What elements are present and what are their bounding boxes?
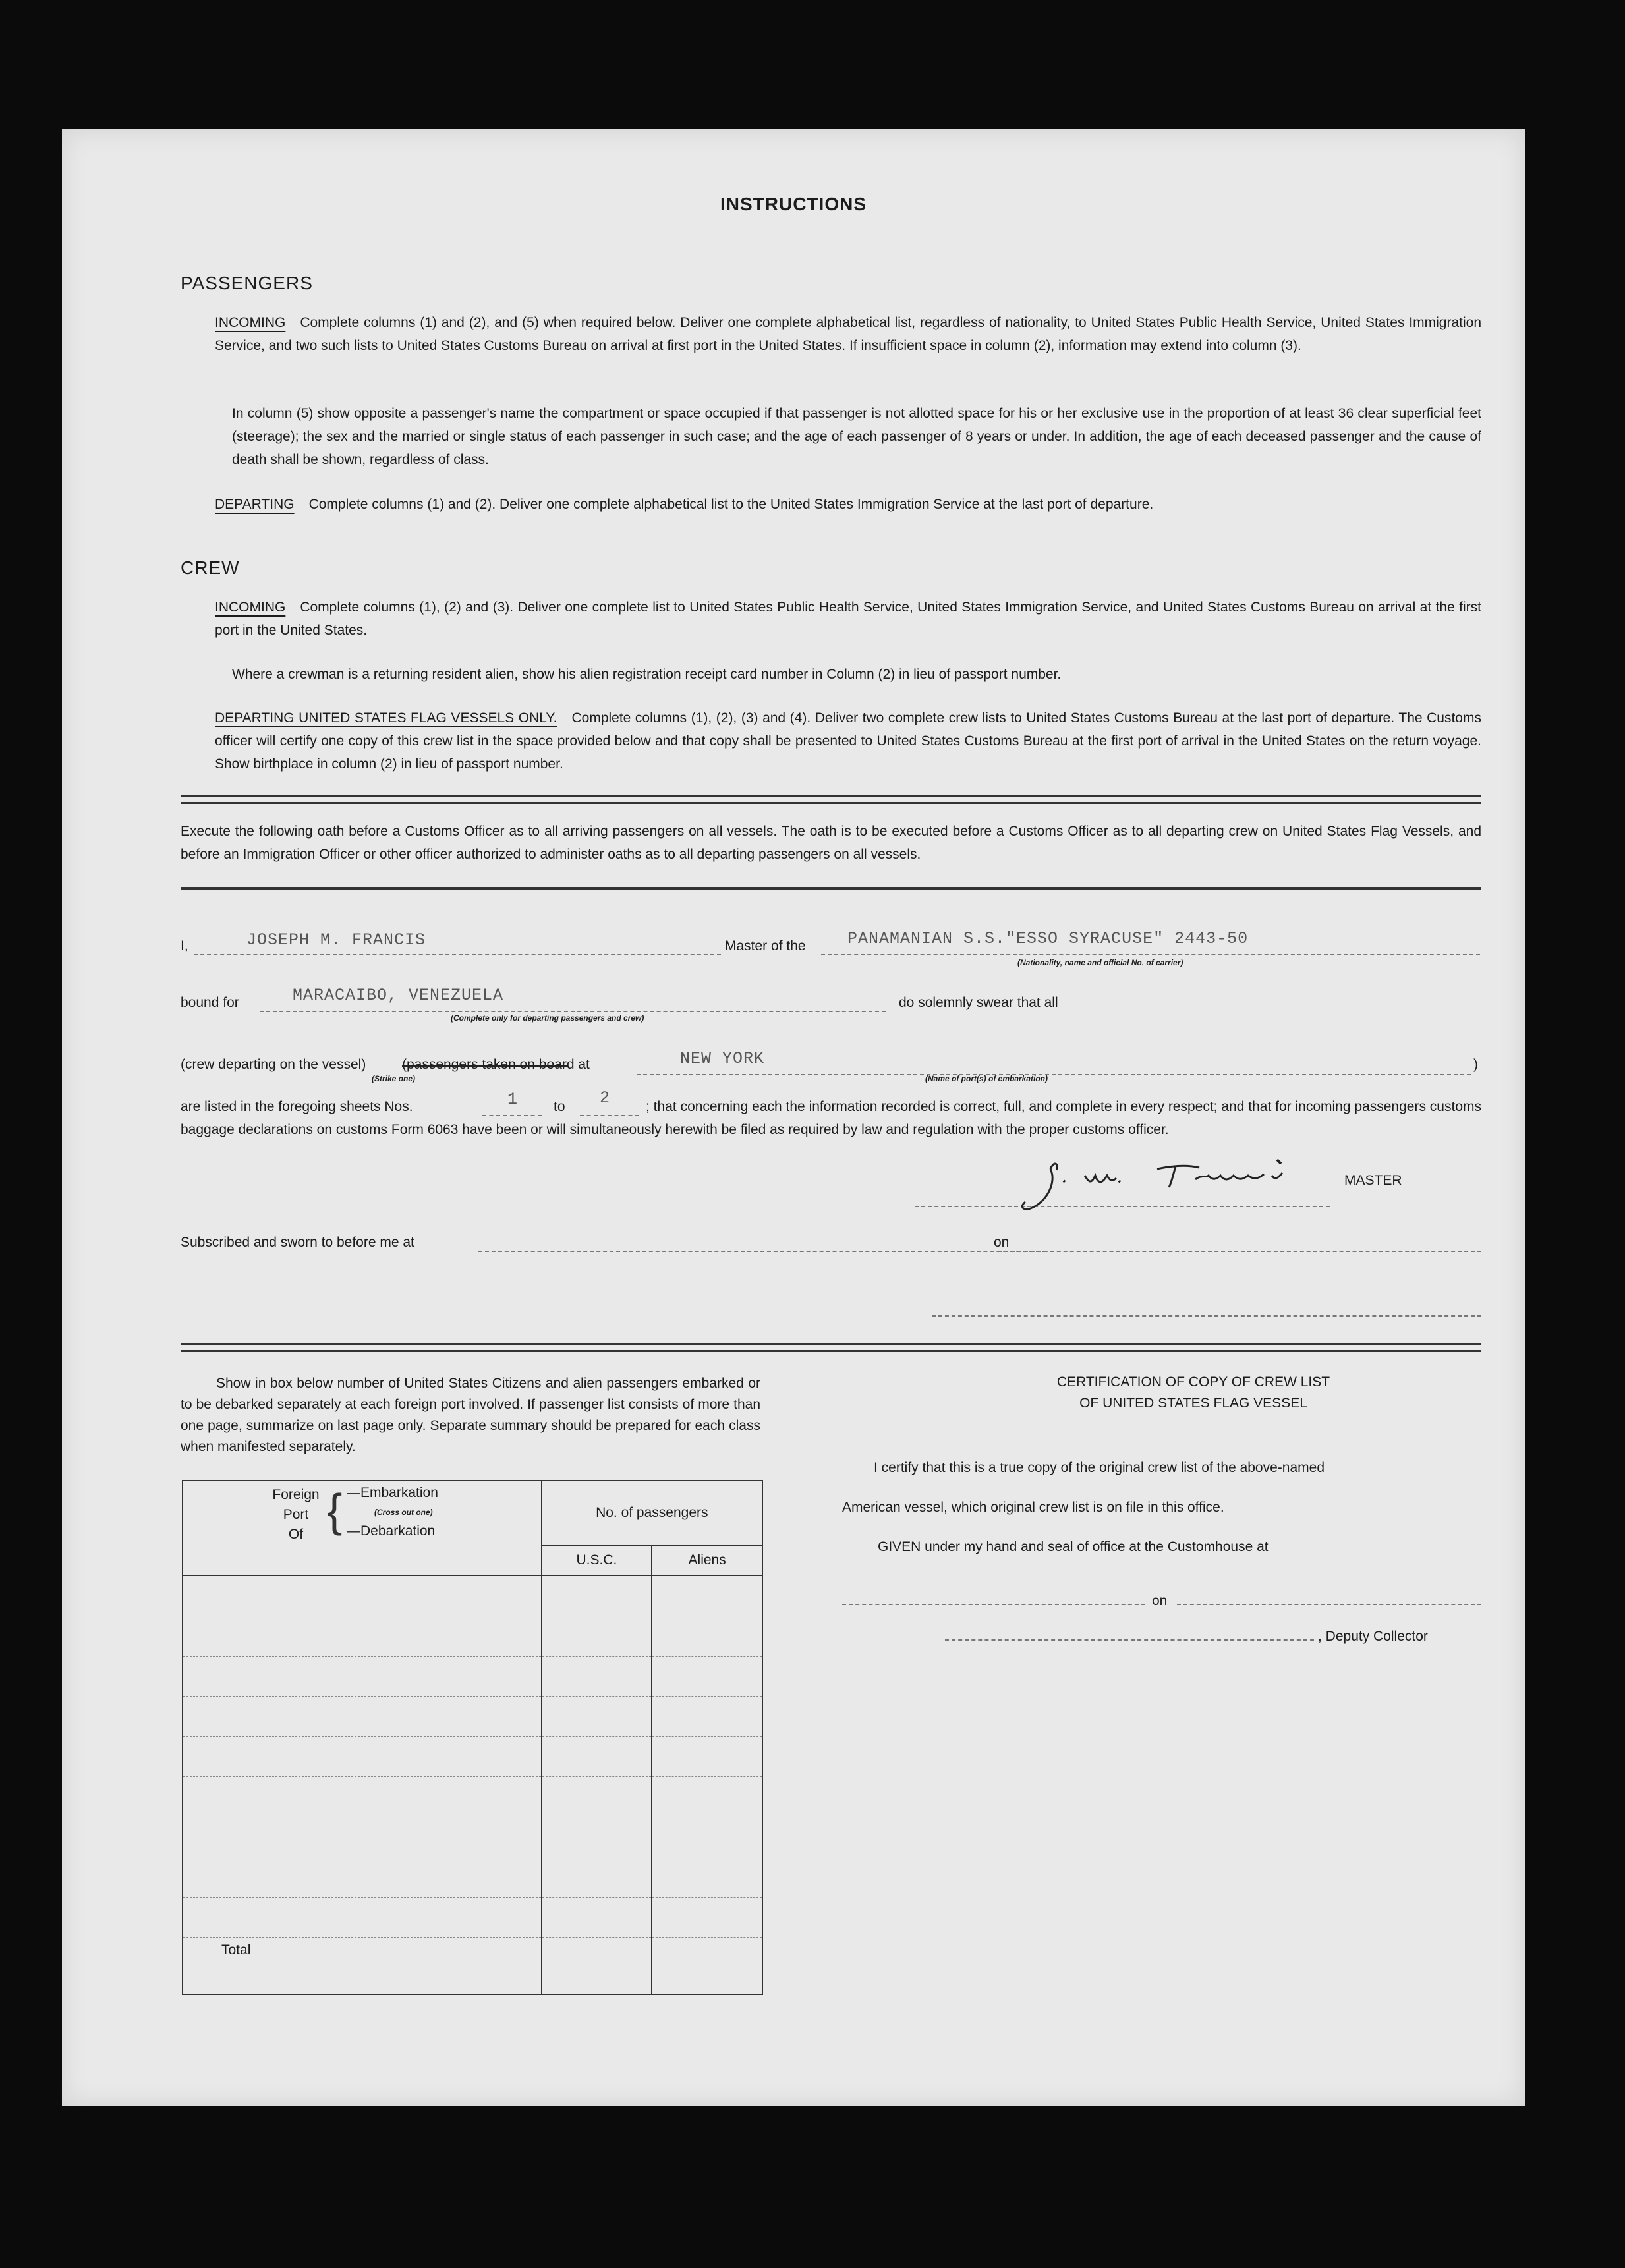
debarkation-label: —Debarkation [347, 1523, 436, 1539]
summary-row[interactable] [183, 1898, 541, 1938]
passengers-taken-option [402, 1057, 590, 1073]
crew-departing-lead: DEPARTING UNITED STATES FLAG VESSELS ONLY. [215, 710, 557, 725]
vessel-value: PANAMANIAN S.S."ESSO SYRACUSE" 2443-50 [847, 929, 1249, 948]
passengers-heading: PASSENGERS [181, 273, 313, 293]
oath-i-label: I, [181, 938, 188, 953]
form-page [62, 129, 1525, 2106]
strikethrough-line [402, 1065, 567, 1067]
of-label: Of [288, 1527, 304, 1542]
passengers-departing-paragraph [215, 493, 1481, 516]
customhouse-field[interactable] [842, 1589, 1145, 1605]
passengers-departing-text: Complete columns (1) and (2). Deliver one complete alphabetical list to the United States Immigration Service at the last port of departure. [308, 497, 1154, 512]
crew-incoming-text: Complete columns (1), (2) and (3). Deliver one complete list to United States Public Health Service, United States Immigration Service, and United States Customs Bureau on arrival at the first port in the United States. [215, 600, 1481, 638]
given-text: GIVEN under my hand and seal of office at the Customhouse at [878, 1539, 1269, 1554]
deputy-collector-label: , Deputy Collector [1318, 1629, 1428, 1644]
passengers-incoming-lead: INCOMING [215, 315, 286, 330]
summary-row[interactable] [183, 1857, 541, 1898]
crew-heading: CREW [181, 557, 240, 578]
cross-out-caption: (Cross out one) [374, 1508, 433, 1517]
to-label: to [554, 1099, 565, 1114]
passengers-incoming-text: Complete columns (1) and (2), and (5) when required below. Deliver one complete alphabetical list, regardless of nationality, to United States Public Health Service, United States Immigration Service, and two such lists to United States Customs Bureau on arrival at first port in the United States. If insufficient space in column (2), information may extend into column (3). [215, 315, 1481, 353]
vessel-field[interactable] [821, 929, 1480, 955]
certification-date-field[interactable] [1177, 1589, 1481, 1605]
close-paren: ) [1473, 1057, 1478, 1072]
master-name-value: JOSEPH M. FRANCIS [246, 930, 426, 950]
certify-text-1: I certify that this is a true copy of the original crew list of the above-named [874, 1460, 1325, 1475]
certification-title-line1: CERTIFICATION OF COPY OF CREW LIST [1056, 1375, 1330, 1390]
bound-for-field[interactable] [260, 986, 886, 1012]
port-label: Port [283, 1507, 309, 1522]
bound-for-value: MARACAIBO, VENEZUELA [293, 986, 504, 1005]
foreign-label: Foreign [272, 1487, 320, 1502]
crew-resident-paragraph: Where a crewman is a returning resident alien, show his alien registration receipt card number in Column (2) in lieu of passport number. [232, 667, 1062, 682]
aliens-header: Aliens [652, 1545, 762, 1575]
crew-departing-paragraph [215, 706, 1481, 776]
page-title: INSTRUCTIONS [720, 194, 867, 214]
summary-instructions: Show in box below number of United States Citizens and alien passengers embarked or to be debarked separately at each foreign port involved. If passenger list consists of more than one page, summarize on last page only. Separate summary should be prepared for each class when manifested separately. [181, 1376, 760, 1454]
oath-intro-paragraph: Execute the following oath before a Customs Officer as to all arriving passengers on all vessels. The oath is to be executed before a Customs Officer as to all departing crew on United States Flag Vessels, and before an Immigration Officer or other officer authorized to administer oaths as to all departing passengers on all vessels. [181, 824, 1481, 862]
usc-header: U.S.C. [542, 1545, 652, 1575]
usc-column[interactable] [542, 1575, 652, 1995]
embarkation-port-value: NEW YORK [680, 1049, 765, 1068]
embarkation-port-field[interactable] [637, 1049, 1471, 1075]
summary-row[interactable] [183, 1697, 541, 1737]
brace-glyph: { [327, 1485, 343, 1536]
deputy-collector-field[interactable] [945, 1625, 1314, 1641]
officer-signature-field[interactable] [932, 1302, 1481, 1317]
summary-row[interactable] [183, 1777, 541, 1817]
vessel-caption: (Nationality, name and official No. of carrier) [1017, 958, 1183, 967]
foreign-port-header [183, 1481, 542, 1575]
bound-for-label: bound for [181, 995, 239, 1010]
summary-row[interactable] [183, 1737, 541, 1777]
embarkation-label: —Embarkation [347, 1485, 438, 1500]
sworn-date-field[interactable] [998, 1233, 1481, 1252]
heavy-rule [181, 887, 1481, 890]
summary-row[interactable] [183, 1616, 541, 1657]
master-name-field[interactable] [194, 930, 721, 955]
strike-caption: (Strike one) [372, 1074, 416, 1083]
double-rule [181, 795, 1481, 804]
crew-incoming-lead: INCOMING [215, 600, 286, 615]
double-rule-lower [181, 1343, 1481, 1352]
port-column [183, 1575, 542, 1995]
port-caption: (Name of port(s) of embarkation) [925, 1074, 1048, 1083]
crew-departing-option: (crew departing on the vessel) [181, 1057, 366, 1072]
swear-label: do solemnly swear that all [899, 995, 1058, 1010]
certify-text-2: American vessel, which original crew list is on file in this office. [842, 1500, 1224, 1515]
passengers-column5-paragraph: In column (5) show opposite a passenger's name the compartment or space occupied if that passenger is not allotted space for his or her exclusive use in the proportion of at least 36 clear superficial feet (steerage); the sex and the married or single status of each passenger in such case; and the age of each passenger of 8 years or under. In addition, the age of each deceased passenger and the cause of death shall be shown, regardless of class. [232, 406, 1481, 467]
no-passengers-header: No. of passengers [542, 1481, 762, 1545]
summary-row[interactable] [183, 1817, 541, 1857]
crew-incoming-paragraph [215, 596, 1481, 642]
bound-for-caption: (Complete only for departing passengers and crew) [451, 1013, 644, 1023]
summary-row[interactable] [183, 1657, 541, 1697]
passengers-departing-lead: DEPARTING [215, 497, 295, 512]
listed-label: are listed in the foregoing sheets Nos. [181, 1099, 413, 1114]
master-of-label: Master of the [725, 938, 806, 953]
crew-departing-text: Complete columns (1), (2), (3) and (4). Deliver two complete crew lists to United States Customs Bureau at the last port of departure. The Customs officer will certify one copy of this crew list in the space provided below and that copy shall be presented to United States Customs Bureau at the first port of arrival in the United States on the return voyage. Show birthplace in column (2) in lieu of passport number. [215, 710, 1481, 772]
certification-title-line2: OF UNITED STATES FLAG VESSEL [1079, 1396, 1307, 1411]
total-label: Total [221, 1942, 251, 1958]
passenger-summary-table [182, 1480, 763, 1995]
sheet-to-value: 2 [600, 1089, 611, 1108]
sworn-place-field[interactable] [478, 1233, 1046, 1252]
sheet-from-value: 1 [507, 1090, 519, 1109]
summary-row[interactable] [183, 1576, 541, 1616]
passengers-incoming-paragraph [215, 311, 1481, 357]
passengers-taken-label: (passengers taken on board at [402, 1057, 590, 1072]
subscribed-label: Subscribed and sworn to before me at [181, 1235, 414, 1250]
listed-rest-paragraph: ; that concerning each the information recorded is correct, full, and complete in every respect; and that for incoming passengers customs baggage declarations on customs Form 6063 have been or will simultaneously herewith be filed as required by law and regulation with the proper customs officer. [181, 1099, 1481, 1137]
certification-title [905, 1372, 1481, 1414]
master-signature-image [1011, 1156, 1321, 1215]
master-title-label: MASTER [1344, 1173, 1402, 1188]
certification-on-label: on [1152, 1593, 1168, 1608]
aliens-column[interactable] [652, 1575, 762, 1995]
sworn-on-label: on [994, 1235, 1010, 1250]
